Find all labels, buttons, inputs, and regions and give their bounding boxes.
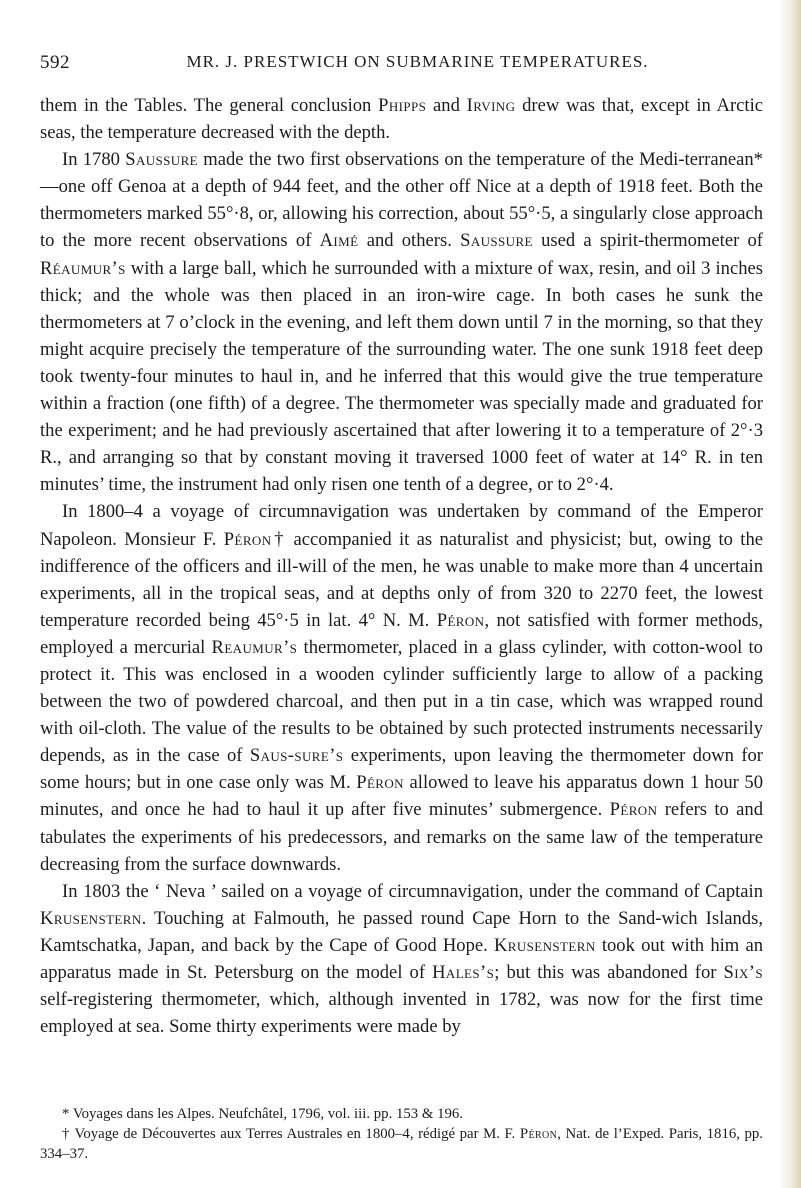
name-aime: Aimé [319,230,359,252]
page-header [40,52,765,76]
name-peron: Péron [519,1126,558,1142]
name-reaumur: Réaumur’s [40,257,126,279]
page-number: 592 [40,52,70,73]
running-title: MR. J. PRESTWICH ON SUBMARINE TEMPERATURES. [186,52,649,71]
body-text [40,92,763,1040]
name-irving: Irving [466,95,516,116]
name-saussure: Saus-sure’s [249,745,344,767]
page-edge-shadow [779,0,801,1188]
name-peron: Péron [436,609,485,631]
name-reaumur: Reaumur’s [211,636,298,658]
name-saussure: Saussure [125,149,198,171]
paragraph-2: In 1780 Saussure made the two first observations on the temperature of the Medi-terranean*—one off Genoa at a depth of 944 feet, and the other off Nice at a depth of 1918 feet. Both the thermometers marked 55°·8, or, allowing his correction, about 55°·5, a singularly close approach to the more recent observations of Aimé and others. Saussure used a spirit-thermometer of Réaumur’s with a large ball, which he surrounded with a mixture of wax, resin, and oil 3 inches thick; and the whole was then placed in an iron-wire cage. In both cases he sunk the thermometers at 7 o’clock in the evening, and left them down until 7 in the morning, so that they might acquire precisely the temperature of the surrounding water. The one sunk 1918 feet deep took twenty-four minutes to haul in, and he inferred that this would give the true temperature within a fraction (one fifth) of a degree. The thermometer was specially made and graduated for the experiment; and he had previously ascertained that after lowering it to a temperature of 2°·3 R., and arranging so that by constant moving it traversed 1000 feet of water at 14° R. in ten minutes’ time, the instrument had only risen one tenth of a degree, or to 2°·4. [40,149,763,496]
footnotes [40,1104,763,1164]
footnote-2: † Voyage de Découvertes aux Terres Australes en 1800–4, rédigé par M. F. Péron, Nat. de l’Exped. Paris, 1816, pp. 334–37. [40,1126,764,1162]
paragraph-1: them in the Tables. The general conclusion Phipps and Irving drew was that, except in Arctic seas, the temperature decreased with the depth. [40,95,763,144]
name-krusenstern: Krusenstern [40,907,142,929]
name-phipps: Phipps [378,95,427,116]
name-peron: Péron [223,528,272,550]
name-hales: Hales’s [432,962,495,983]
paragraph-4: In 1803 the ‘ Neva ’ sailed on a voyage of circumnavigation, under the command of Captain Krusenstern. Touching at Falmouth, he passed round Cape Horn to the Sand-wich Islands, Kamtschatka, Japan, and back by the Cape of Good Hope. Krusenstern took out with him an apparatus made in St. Petersburg on the model of Hales’s; but this was abandoned for Six’s self-registering thermometer, which, although invented in 1782, was now for the first time employed at sea. Some thirty experiments were made by [40,880,764,1038]
name-krusenstern: Krusenstern [493,934,596,956]
name-six: Six’s [723,962,763,983]
footnote-1: * Voyages dans les Alpes. Neufchâtel, 1796, vol. iii. pp. 153 & 196. [62,1106,463,1122]
paragraph-3: In 1800–4 a voyage of circumnavigation was undertaken by command of the Emperor Napoleon. Monsieur F. Péron† accompanied it as naturalist and physicist; but, owing to the indifference of the officers and ill-will of the men, he was unable to make more than 4 uncertain experiments, all in the tropical seas, and at depths only of from 320 to 2270 feet, the lowest temperature recorded being 45°·5 in lat. 4° N. M. Péron, not satisfied with former methods, employed a mercurial Reaumur’s thermometer, placed in a glass cylinder, with cotton-wool to protect it. This was enclosed in a wooden cylinder sufficiently large to allow of a packing between the two of powdered charcoal, and then put in a tin case, which was wrapped round with oil-cloth. The value of the results to be obtained by such protected instruments necessarily depends, as in the case of Saus-sure’s experiments, upon leaving the thermometer down for some hours; but in one case only was M. Péron allowed to leave his apparatus down 1 hour 50 minutes, and once he had to haul it up after five minutes’ submergence. Péron refers to and tabulates the experiments of his predecessors, and remarks on the same law of the temperature decreasing from the surface downwards. [40,501,764,875]
name-saussure: Saussure [460,230,533,252]
name-peron: Péron [609,799,658,821]
name-peron: Péron [356,772,404,794]
